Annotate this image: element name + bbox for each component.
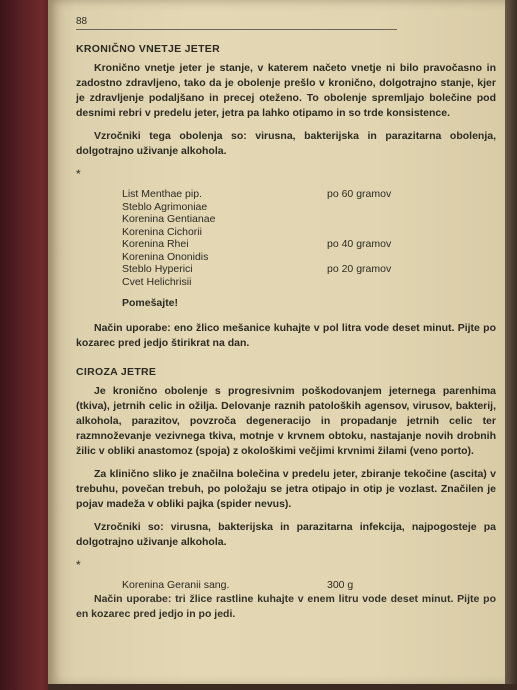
- herb-name: Korenina Gentianae: [122, 213, 216, 225]
- recipe-row: [122, 251, 422, 264]
- herb-amount: po 60 gramov: [327, 188, 392, 200]
- page-content: [76, 14, 496, 630]
- page-edge: [505, 0, 517, 690]
- book-page: [48, 0, 508, 686]
- paragraph: Za klinično sliko je značilna bolečina v predelu jeter, zbiranje tekočine (ascita) v trebuhu, povečan trebuh, po položaju se jetra otipajo in otip je vozlast. Značilen je pojav madeža v obliki pajka (spider nevus).: [76, 468, 496, 510]
- herb-amount: [327, 201, 422, 214]
- recipe-list: [122, 188, 422, 288]
- recipe-row: [122, 188, 422, 201]
- recipe-row: [122, 579, 422, 592]
- recipe-star-icon: *: [76, 558, 81, 572]
- recipe-row: [122, 276, 422, 289]
- recipe-row: [122, 201, 422, 214]
- herb-name: Cvet Helichrisii: [122, 275, 192, 288]
- herb-name: Korenina Rhei: [122, 238, 189, 250]
- herb-amount: po 20 gramov: [327, 263, 392, 275]
- herb-amount: [327, 251, 422, 264]
- usage-instructions: Način uporabe: tri žlice rastline kuhajte v enem litru vode deset minut. Pijte po en kozarec pred jedjo in po jedi.: [76, 592, 496, 620]
- herb-amount: 300 g: [327, 579, 354, 591]
- herb-name: Steblo Hyperici: [122, 263, 193, 275]
- herb-amount: po 40 gramov: [327, 238, 392, 250]
- paragraph: Kronično vnetje jeter je stanje, v katerem načeto vnetje ni bilo pravočasno in zadostno zdravljeno, tako da je obolenje prešlo v kronično, dolgotrajno stanje, kjer je zdravljenje podaljšano in precej oteženo. To obolenje spremljajo bolečine pod desnimi rebri v predelu jeter, jetra pa lahko otipamo in so trde konsistence.: [76, 62, 496, 119]
- herb-name: Korenina Geranii sang.: [122, 579, 230, 591]
- recipe-row: [122, 226, 422, 239]
- recipe-list: [122, 579, 422, 592]
- herb-name: List Menthae pip.: [122, 188, 202, 200]
- paragraph: Vzročniki tega obolenja so: virusna, bakterijska in parazitarna obolenja, dolgotrajno uživanje alkohola.: [76, 130, 496, 157]
- recipe-row: [122, 238, 422, 251]
- page-bottom-edge: [48, 684, 517, 690]
- herb-name: Steblo Agrimoniae: [122, 200, 208, 213]
- section-title-chronic-hepatitis: KRONIČNO VNETJE JETER: [76, 43, 220, 55]
- herb-name: Korenina Ononidis: [122, 250, 209, 263]
- herb-amount: [327, 276, 422, 289]
- section-title-cirrhosis: CIROZA JETRE: [76, 366, 157, 378]
- recipe-row: [122, 213, 422, 226]
- herb-amount: [327, 226, 422, 239]
- paragraph: Je kronično obolenje s progresivnim poškodovanjem jeternega parenhima (tkiva), jetrnih celic in ožilja. Delovanje raznih patoloških agensov, virusov, bakterij, alkohola, parazitov, povzroča degeneracijo in propadanje jetrnih celic ter razmnoževanje vezivnega tkiva, motnje v krvnem obtoku, nastajanje novih drobnih žilic v obliki anastomoz (spoja) z okološkimi večjimi krvnimi žilami (veno porto).: [76, 385, 496, 457]
- mix-instruction: Pomešajte!: [122, 297, 179, 309]
- page-number: 88: [76, 14, 397, 30]
- herb-amount: [327, 213, 422, 226]
- usage-instructions: Način uporabe: eno žlico mešanice kuhajte v pol litra vode deset minut. Pijte po kozarec pred jedjo štirikrat na dan.: [76, 322, 496, 349]
- recipe-row: [122, 263, 422, 276]
- recipe-star-icon: *: [76, 167, 81, 181]
- herb-name: Korenina Cichorii: [122, 225, 202, 238]
- paragraph: Vzročniki so: virusna, bakterijska in parazitarna infekcija, najpogosteje pa dolgotrajno uživanje alkohola.: [76, 521, 496, 548]
